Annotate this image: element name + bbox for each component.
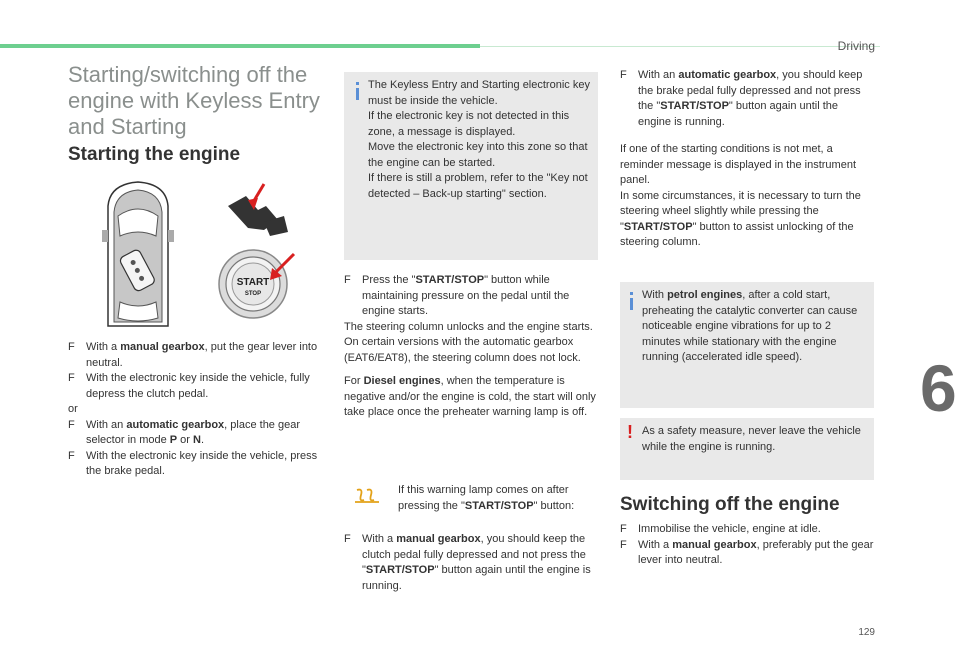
list-item: F With a manual gearbox, preferably put the gear lever into neutral. xyxy=(620,538,874,566)
petrol-text: With petrol engines, after a cold start, preheating the catalytic converter can cause noticeable engine vibrations for up to 2 minutes while stationary with the engine running (accelerated idle speed). xyxy=(642,289,858,363)
col3-auto xyxy=(620,68,874,130)
top-rule xyxy=(480,46,880,47)
list-item: F With an automatic gearbox, you should keep the brake pedal fully depressed and not press the "START/STOP" button again until the engine is running. xyxy=(620,69,863,128)
or-text: or xyxy=(68,403,78,415)
warning-exclamation-icon: ! xyxy=(627,422,633,442)
page-number: 129 xyxy=(858,627,875,638)
chapter-number: 6 xyxy=(920,351,957,425)
stop-label: STOP xyxy=(244,291,262,297)
switching-heading: Switching off the engine xyxy=(620,494,840,515)
top-accent-bar xyxy=(0,44,480,48)
info-box-petrol xyxy=(620,282,874,408)
info-icon xyxy=(630,292,633,295)
list-item: F With the electronic key inside the vehicle, fully depress the clutch pedal. xyxy=(68,372,310,400)
starting-heading: Starting the engine xyxy=(68,144,241,165)
preheater-warning-icon xyxy=(354,486,380,504)
list-item: F With a manual gearbox, you should keep the clutch pedal fully depressed and not press the "START/STOP" button again until the engine is running. xyxy=(344,533,591,592)
warning-box xyxy=(620,418,874,480)
steering-assist-paragraph: In some circumstances, it is necessary to turn the steering wheel slightly while pressing the "START/STOP" button to assist unlocking of the steering column. xyxy=(620,189,861,248)
col1-instructions xyxy=(68,340,326,480)
warning-text: As a safety measure, never leave the vehicle while the engine is running. xyxy=(642,425,861,453)
section-name: Driving xyxy=(837,39,875,53)
col3-conditions xyxy=(620,142,874,251)
start-label: START xyxy=(236,277,270,288)
list-item: F With the electronic key inside the vehicle, press the brake pedal. xyxy=(68,449,318,477)
diesel-paragraph: For Diesel engines, when the temperature is negative and/or the engine is cold, the start will only take place once the preheater warning lamp is off. xyxy=(344,375,596,418)
list-item: F With an automatic gearbox, place the gear selector in mode P or N. xyxy=(68,418,301,446)
conditions-paragraph: If one of the starting conditions is not met, a reminder message is displayed in the instrument panel. xyxy=(620,143,857,186)
list-item: F Press the "START/STOP" button while maintaining pressure on the pedal until the engine starts. xyxy=(344,274,570,317)
list-item: F Immobilise the vehicle, engine at idle. xyxy=(620,523,821,535)
start-stop-button-icon xyxy=(219,250,294,318)
list-item: F With a manual gearbox, put the gear lever into neutral. xyxy=(68,341,318,369)
col2-manual xyxy=(344,532,600,594)
col2-text xyxy=(344,273,600,421)
info-icon xyxy=(356,82,359,85)
steering-paragraph: The steering column unlocks and the engine starts. On certain versions with the automatic gearbox (EAT6/EAT8), the steering column does not lock. xyxy=(344,320,593,364)
keyless-illustration xyxy=(88,176,310,336)
info-box-text: The Keyless Entry and Starting electronic key must be inside the vehicle. If the electronic key is not detected in this zone, a message is displayed. Move the electronic key into this zone so that the engine can be started. If there is still a problem, refer to the "Key not detected – Back-up starting" section. xyxy=(368,79,590,200)
chapter-tab xyxy=(920,328,960,448)
foot-pedal-icon xyxy=(228,184,288,236)
col3-switch-list xyxy=(620,522,874,569)
info-box-keyless xyxy=(344,72,598,260)
page-title: Starting/switching off the engine with Keyless Entry and Starting xyxy=(68,62,320,139)
lamp-text: If this warning lamp comes on after pressing the "START/STOP" button: xyxy=(398,484,575,512)
